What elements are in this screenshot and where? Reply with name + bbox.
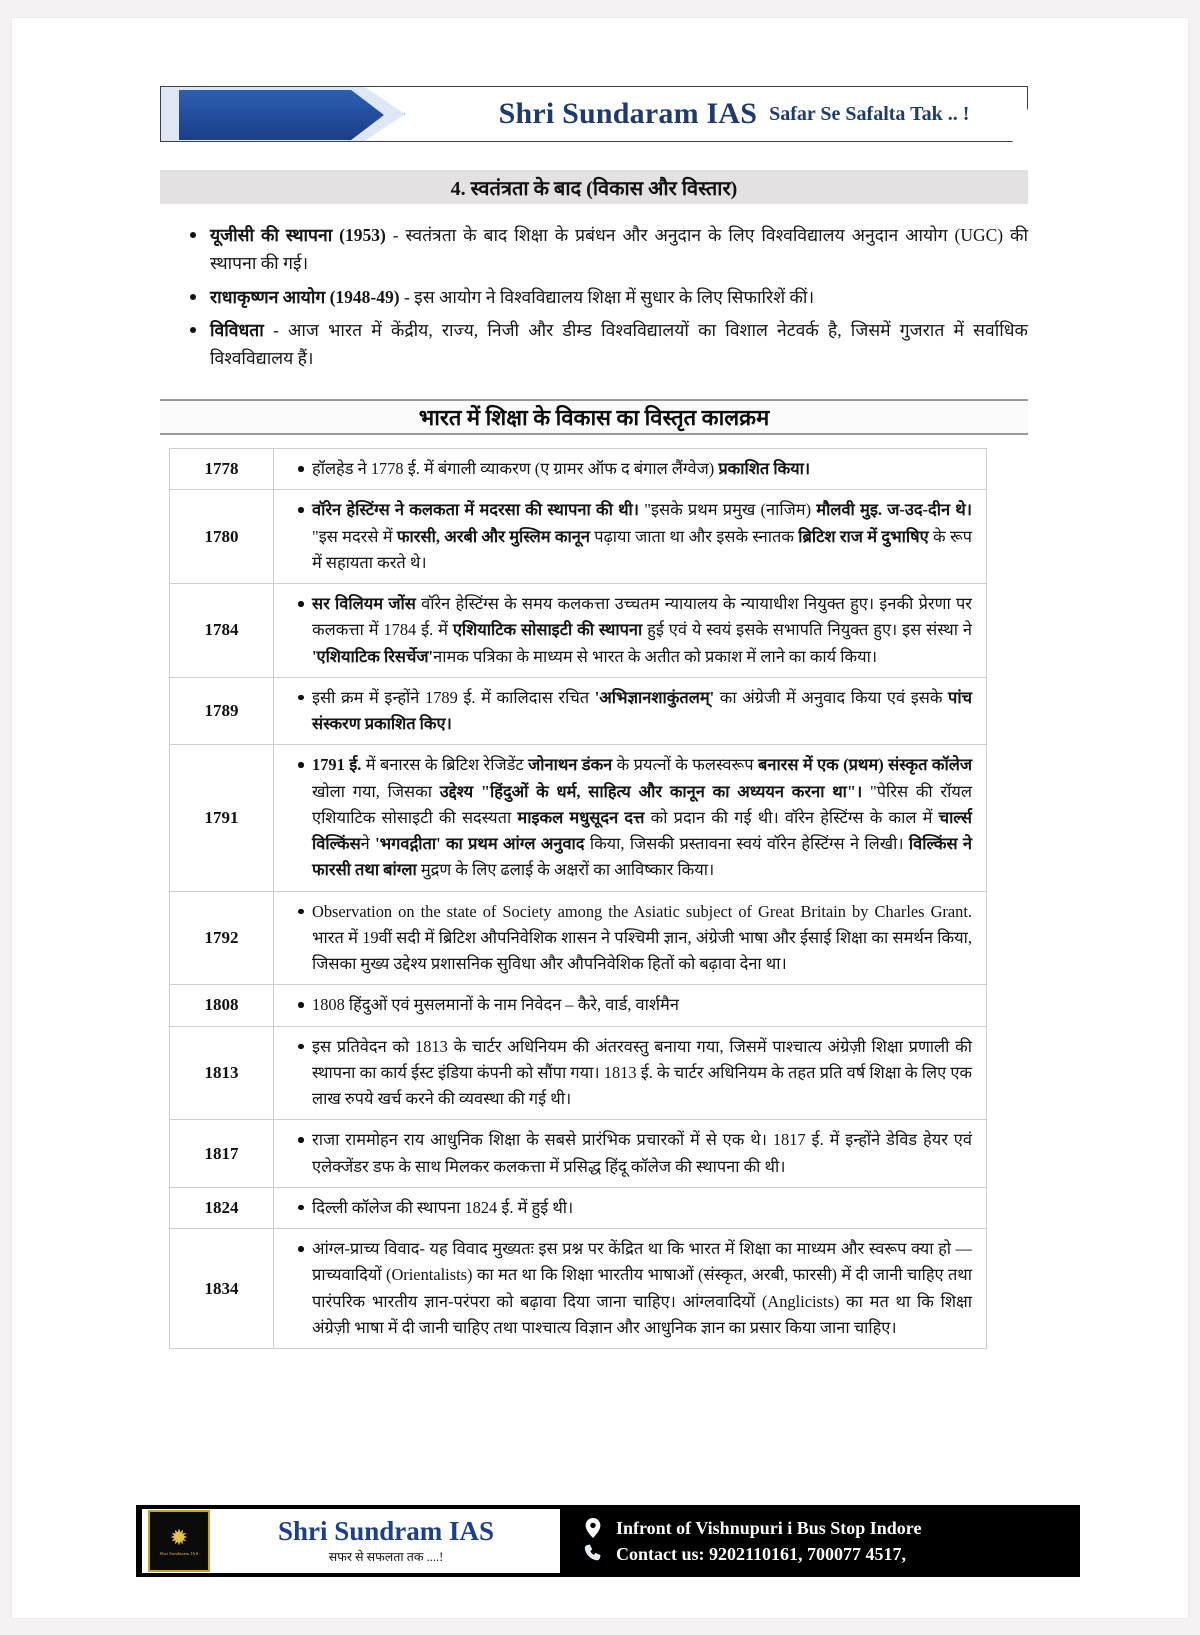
timeline-content-item: वॉरेन हेस्टिंग्स ने कलकता में मदरसा की स्थापना की थी। "इसके प्रथम प्रमुख (नाजिम) मौलवी मुइ. ज-उद-दीन थे। "इस मदरसे में फारसी, अरबी और मुस्लिम कानून पढ़ाया जाता था और इसके स्नातक ब्रिटिश राज में दुभाषिए के रूप में सहायता करते थे। <box>312 497 972 576</box>
institute-logo-icon <box>148 1510 210 1572</box>
footer-address-text: Infront of Vishnupuri i Bus Stop Indore <box>616 1517 922 1538</box>
footer-brand-text <box>218 1517 554 1564</box>
timeline-content-item: 1791 ई. में बनारस के ब्रिटिश रेजिडेंट जोनाथन डंकन के प्रयत्नों के फलस्वरूप बनारस में एक (प्रथम) संस्कृत कॉलेज खोला गया, जिसका उद्देश्य "हिंदुओं के धर्म, साहित्य और कानून का अध्ययन करना था"। "पेरिस की रॉयल एशियाटिक सोसाइटी की सदस्यता माइकल मधुसूदन दत्त को प्रदान की गई थी। वॉरेन हेस्टिंग्स के काल में चार्ल्स विल्किंसने 'भगवद्गीता' का प्रथम आंग्ल अनुवाद किया, जिसकी प्रस्तावना स्वयं वॉरेन हेस्टिंग्स ने लिखी। विल्किंस ने फारसी तथा बांग्ला मुद्रण के लिए ढलाई के अक्षरों का आविष्कार किया। <box>312 752 972 883</box>
timeline-row <box>170 891 987 985</box>
timeline-row <box>170 985 987 1026</box>
footer-address-line <box>582 1518 1080 1539</box>
timeline-year-cell: 1808 <box>170 985 274 1026</box>
timeline-content-item: आंग्ल-प्राच्य विवाद- यह विवाद मुख्यतः इस प्रश्न पर केंद्रित था कि भारत में शिक्षा का माध्यम और स्वरूप क्या हो — प्राच्यवादियों (Orientalists) का मत था कि शिक्षा भारतीय भाषाओं (संस्कृत, अरबी, फारसी) में दी जानी चाहिए तथा पारंपरिक भारतीय ज्ञान-परंपरा को बढ़ावा दिया जाना चाहिए। आंग्लवादियों (Anglicists) का मत था कि शिक्षा अंग्रेज़ी भाषा में दी जानी चाहिए तथा पाश्चात्य विज्ञान और आधुनिक ज्ञान का प्रसार किया जाना चाहिए। <box>312 1236 972 1341</box>
timeline-year-cell: 1824 <box>170 1187 274 1228</box>
timeline-content-cell <box>274 1187 987 1228</box>
timeline-row <box>170 1229 987 1349</box>
location-pin-icon <box>582 1518 604 1538</box>
section-title: 4. स्वतंत्रता के बाद (विकास और विस्तार) <box>450 177 738 200</box>
timeline-content-list <box>290 456 972 482</box>
footer-brand-tagline: सफर से सफलता तक ....! <box>328 1549 444 1564</box>
timeline-content-cell <box>274 985 987 1026</box>
timeline-heading: भारत में शिक्षा के विकास का विस्तृत कालक्रम <box>418 405 770 430</box>
logo-lotus-glyph: ✹ <box>169 1524 189 1550</box>
timeline-row <box>170 745 987 891</box>
timeline-year-cell: 1791 <box>170 745 274 891</box>
footer-brand-block <box>142 1509 560 1573</box>
section-title-band <box>160 170 1028 204</box>
timeline-content-item: इस प्रतिवेदन को 1813 के चार्टर अधिनियम की अंतरवस्तु बनाया गया, जिसमें पाश्चात्य अंग्रेज़ी शिक्षा प्रणाली की स्थापना का कार्य ईस्ट इंडिया कंपनी को सौंपा गया। 1813 ई. के चार्टर अधिनियम के तहत प्रति वर्ष शिक्षा के लिए एक लाख रुपये खर्च करने की व्यवस्था की गई थी। <box>312 1034 972 1113</box>
timeline-content-list <box>290 497 972 576</box>
timeline-content-list <box>290 992 972 1018</box>
header-title-group <box>450 86 1018 142</box>
phone-icon <box>582 1544 604 1564</box>
timeline-content-cell <box>274 449 987 490</box>
timeline-content-cell <box>274 745 987 891</box>
intro-bullet-item: यूजीसी की स्थापना (1953) - स्वतंत्रता के बाद शिक्षा के प्रबंधन और अनुदान के लिए विश्वविद्यालय अनुदान आयोग (UGC) की स्थापना की गई। <box>196 221 1028 278</box>
footer-contact-text: Contact us: 9202110161, 700077 4517, <box>616 1543 907 1564</box>
timeline-content-item: इसी क्रम में इन्होंने 1789 ई. में कालिदास रचित 'अभिज्ञानशाकुंतलम्' का अंग्रेजी में अनुवाद किया एवं इसके पांच संस्करण प्रकाशित किए। <box>312 685 972 738</box>
timeline-row <box>170 1187 987 1228</box>
timeline-year-cell: 1817 <box>170 1120 274 1188</box>
header-brand-name: Shri Sundaram IAS <box>498 97 758 130</box>
timeline-row <box>170 449 987 490</box>
timeline-year-cell: 1778 <box>170 449 274 490</box>
timeline-row <box>170 584 987 678</box>
timeline-year-cell: 1780 <box>170 490 274 584</box>
timeline-content-cell <box>274 1120 987 1188</box>
timeline-content-item: Observation on the state of Society among the Asiatic subject of Great Britain by Charles Grant. भारत में 19वीं सदी में ब्रिटिश औपनिवेशिक शासन ने पश्चिमी ज्ञान, अंग्रेजी भाषा और ईसाई शिक्षा का समर्थन किया, जिसका मुख्य उद्देश्य प्रशासनिक सुविधा और औपनिवेशिक हितों को बढ़ावा देना था। <box>312 899 972 978</box>
timeline-year-cell: 1834 <box>170 1229 274 1349</box>
header-brand-tagline: Safar Se Safalta Tak .. ! <box>769 102 970 125</box>
timeline-content-cell <box>274 677 987 745</box>
footer-brand-name: Shri Sundram IAS <box>277 1516 495 1547</box>
timeline-content-list <box>290 899 972 978</box>
intro-bullet-item: राधाकृष्णन आयोग (1948-49) - इस आयोग ने विश्वविद्यालय शिक्षा में सुधार के लिए सिफारिशें कीं। <box>196 283 1028 311</box>
timeline-row <box>170 1026 987 1120</box>
document-sheet <box>12 18 1188 1618</box>
timeline-content-cell <box>274 891 987 985</box>
timeline-content-list <box>290 752 972 883</box>
footer-bar <box>136 1505 1080 1577</box>
timeline-heading-band <box>160 399 1028 435</box>
timeline-content-item: राजा राममोहन राय आधुनिक शिक्षा के सबसे प्रारंभिक प्रचारकों में से एक थे। 1817 ई. में इन्होंने डेविड हेयर एवं एलेक्जेंडर डफ के साथ मिलकर कलकत्ता में प्रसिद्ध हिंदू कॉलेज की स्थापना की थी। <box>312 1127 972 1180</box>
timeline-content-list <box>290 685 972 738</box>
header-chevron-inner-icon <box>179 90 384 140</box>
timeline-content-item: सर विलियम जोंस वॉरेन हेस्टिंग्स के समय कलकत्ता उच्चतम न्यायालय के न्यायाधीश नियुक्त हुए। इनकी प्रेरणा पर कलकत्ता में 1784 ई. में एशियाटिक सोसाइटी की स्थापना हुई एवं ये स्वयं इसके सभापति नियुक्त हुए। इस संस्था ने 'एशियाटिक रिसर्चेज'नामक पत्रिका के माध्यम से भारत के अतीत को प्रकाश में लाने का कार्य किया। <box>312 591 972 670</box>
timeline-row <box>170 490 987 584</box>
header-banner <box>160 86 1028 142</box>
timeline-row <box>170 677 987 745</box>
timeline-content-item: 1808 हिंदुओं एवं मुसलमानों के नाम निवेदन – कैरे, वार्ड, वार्शमैन <box>312 992 972 1018</box>
header-chevron-outer-icon <box>160 86 405 142</box>
timeline-content-list <box>290 1127 972 1180</box>
timeline-content-item: हॉलहेड ने 1778 ई. में बंगाली व्याकरण (ए ग्रामर ऑफ द बंगाल लैंग्वेज) प्रकाशित किया। <box>312 456 972 482</box>
timeline-year-cell: 1784 <box>170 584 274 678</box>
timeline-year-cell: 1792 <box>170 891 274 985</box>
timeline-content-cell <box>274 490 987 584</box>
timeline-content-list <box>290 1195 972 1221</box>
timeline-content-list <box>290 1034 972 1113</box>
timeline-content-cell <box>274 584 987 678</box>
timeline-content-list <box>290 591 972 670</box>
intro-bullet-list <box>164 221 1028 378</box>
intro-bullet-item: विविधता - आज भारत में केंद्रीय, राज्य, निजी और डीम्ड विश्वविद्यालयों का विशाल नेटवर्क है, जिसमें गुजरात में सर्वाधिक विश्वविद्यालय हैं। <box>196 316 1028 373</box>
timeline-table <box>169 448 987 1349</box>
timeline-content-cell <box>274 1229 987 1349</box>
logo-caption: Shri Sundaram IAS <box>159 1550 199 1556</box>
timeline-year-cell: 1789 <box>170 677 274 745</box>
timeline-year-cell: 1813 <box>170 1026 274 1120</box>
footer-contact-line <box>582 1544 1080 1565</box>
timeline-content-item: दिल्ली कॉलेज की स्थापना 1824 ई. में हुई थी। <box>312 1195 972 1221</box>
timeline-row <box>170 1120 987 1188</box>
footer-contact-block <box>560 1505 1080 1577</box>
timeline-content-list <box>290 1236 972 1341</box>
timeline-content-cell <box>274 1026 987 1120</box>
